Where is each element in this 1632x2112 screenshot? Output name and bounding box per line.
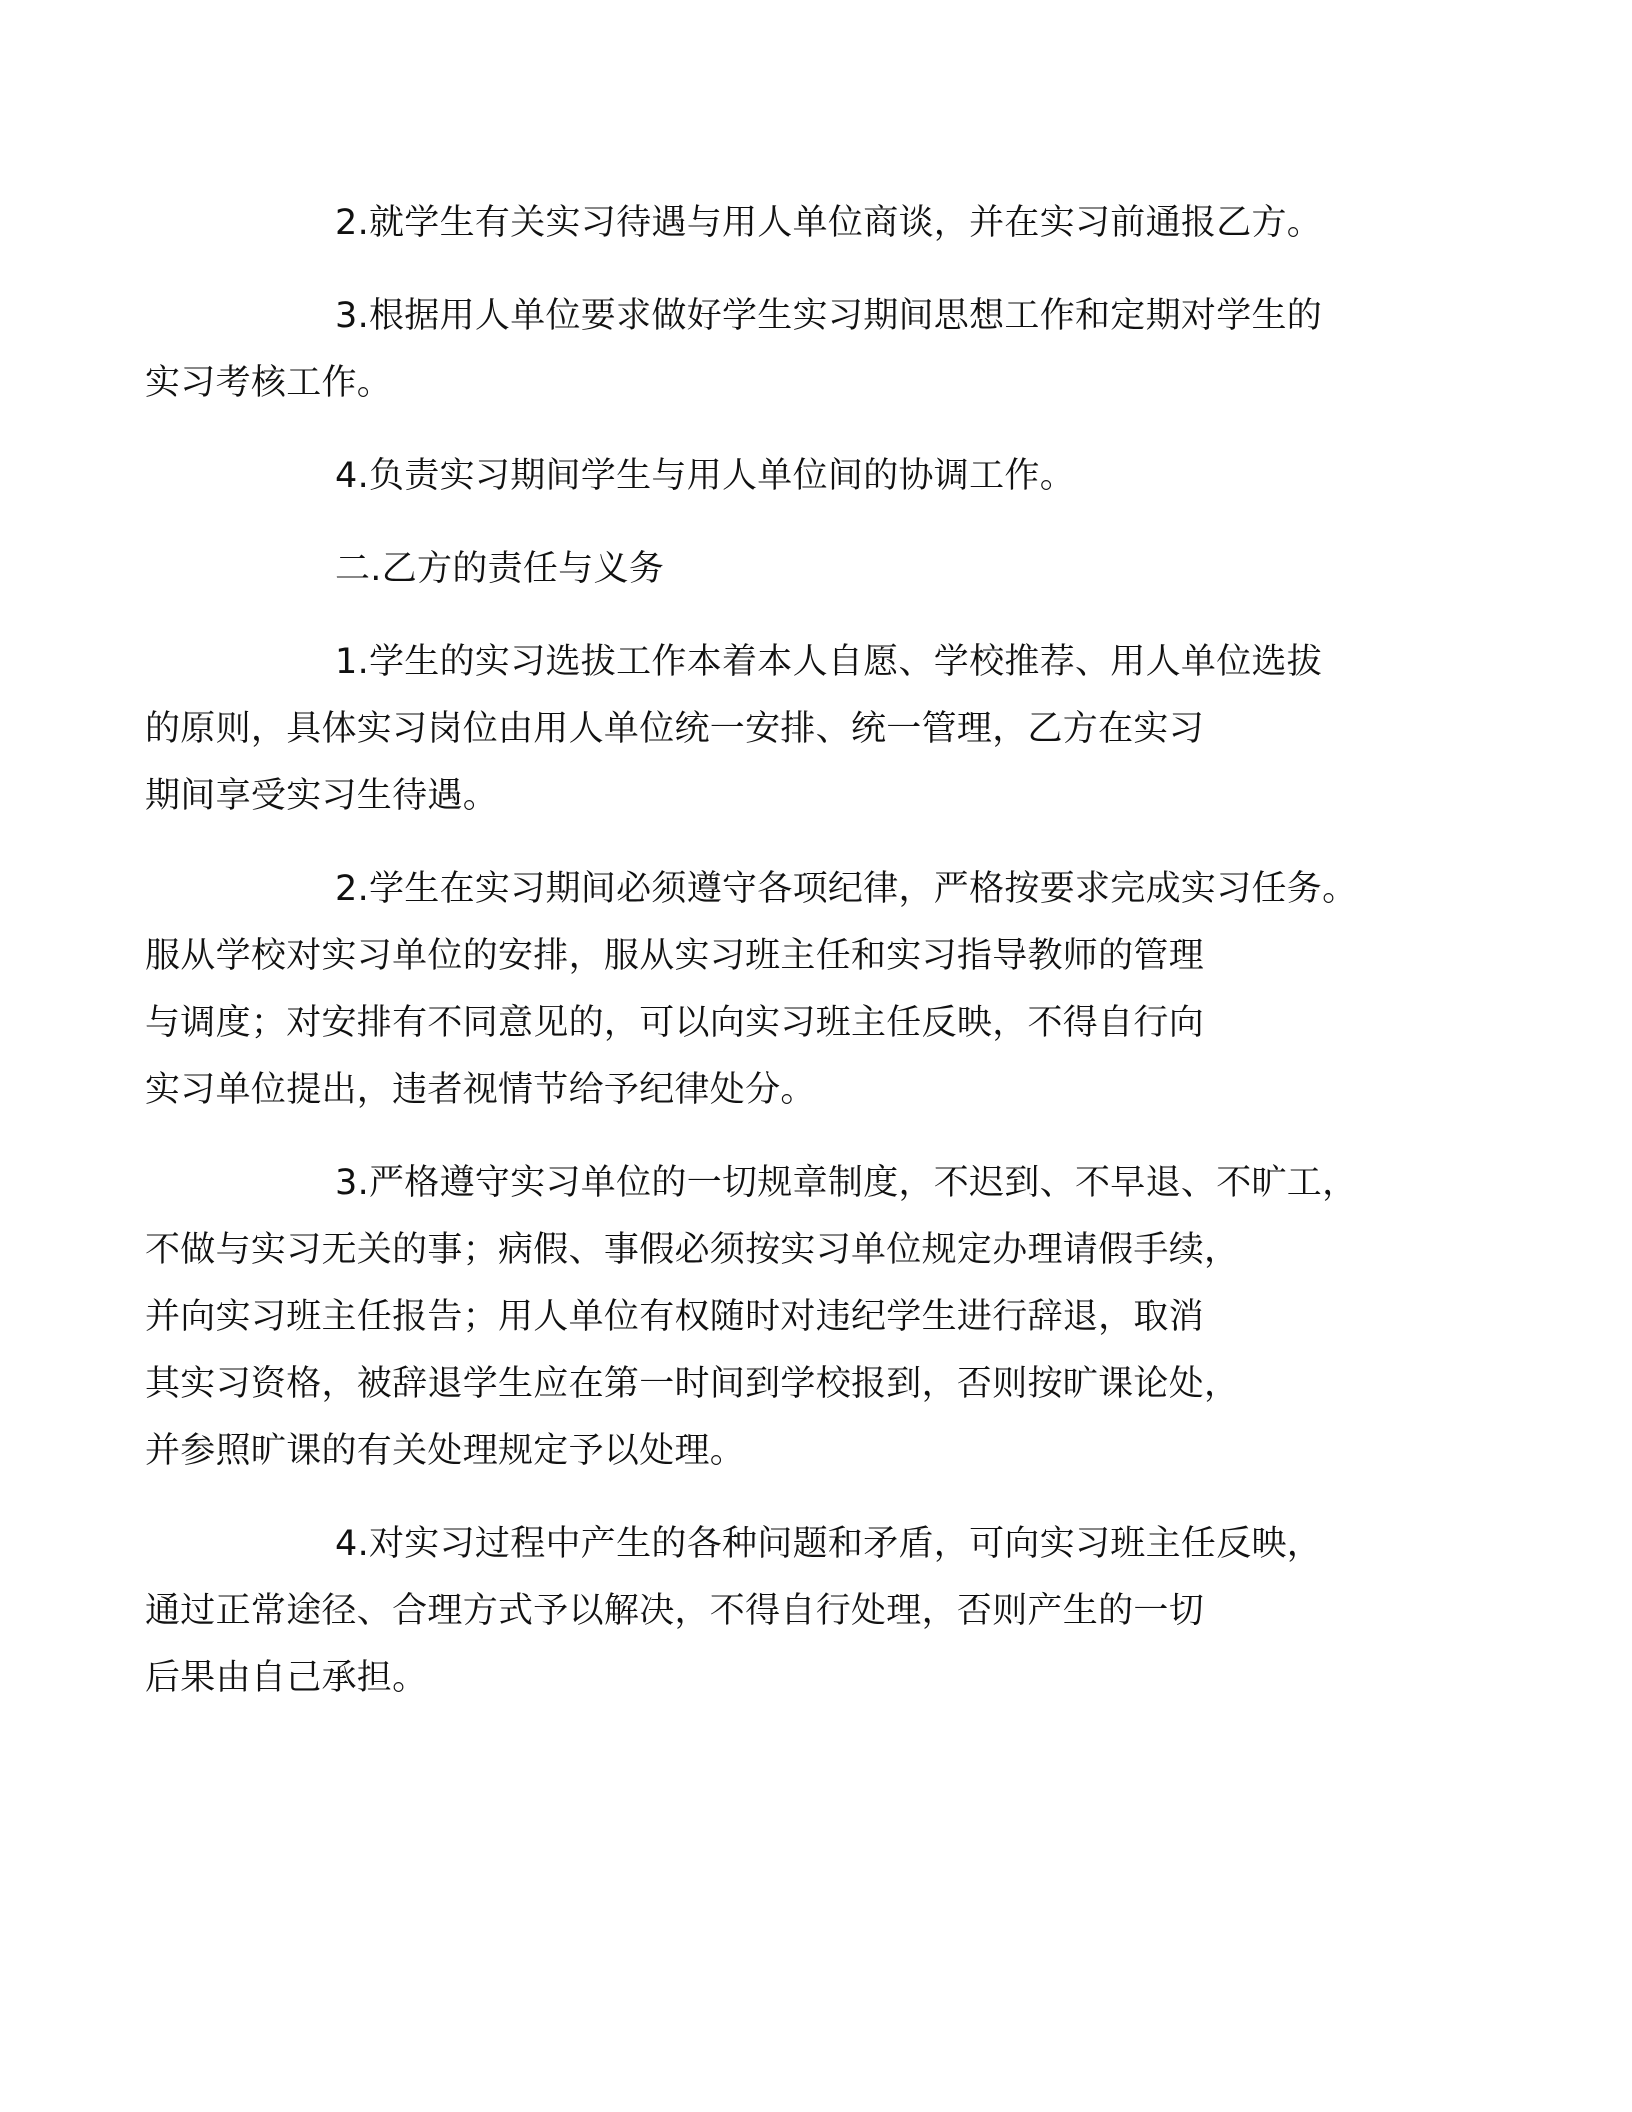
text-line: 并向实习班主任报告；用人单位有权随时对违纪学生进行辞退，取消: [145, 1297, 1205, 1337]
text-line: 实习考核工作。: [145, 363, 393, 403]
text-line: 2.就学生有关实习待遇与用人单位商谈，并在实习前通报乙方。: [335, 203, 1323, 243]
text-line: 与调度；对安排有不同意见的，可以向实习班主任反映，不得自行向: [145, 1003, 1205, 1043]
paragraph-b-item-2: [145, 856, 1400, 1124]
text-line: 3.严格遵守实习单位的一切规章制度，不迟到、不早退、不旷工，: [335, 1163, 1358, 1203]
text-line: 4.负责实习期间学生与用人单位间的协调工作。: [335, 456, 1075, 496]
text-line: 2.学生在实习期间必须遵守各项纪律，严格按要求完成实习任务。: [335, 869, 1358, 909]
paragraph-item-3: [145, 283, 1400, 417]
text-line: 4.对实习过程中产生的各种问题和矛盾，可向实习班主任反映，: [335, 1524, 1323, 1564]
text-line: 3.根据用人单位要求做好学生实习期间思想工作和定期对学生的: [335, 296, 1323, 336]
text-line: 的原则，具体实习岗位由用人单位统一安排、统一管理，乙方在实习: [145, 709, 1205, 749]
text-line: 实习单位提出，违者视情节给予纪律处分。: [145, 1070, 816, 1110]
text-line: 通过正常途径、合理方式予以解决，不得自行处理，否则产生的一切: [145, 1591, 1205, 1631]
paragraph-b-item-4: [145, 1511, 1400, 1712]
paragraph-item-4: [240, 443, 1400, 510]
section-heading: [240, 536, 1400, 603]
paragraph-b-item-3: [145, 1150, 1400, 1485]
text-line: 不做与实习无关的事；病假、事假必须按实习单位规定办理请假手续，: [145, 1230, 1240, 1270]
text-line: 1.学生的实习选拔工作本着本人自愿、学校推荐、用人单位选拔: [335, 642, 1323, 682]
text-line: 后果由自己承担。: [145, 1658, 428, 1698]
text-line: 其实习资格，被辞退学生应在第一时间到学校报到，否则按旷课论处，: [145, 1364, 1240, 1404]
paragraph-item-2: [240, 190, 1400, 257]
text-line: 二.乙方的责任与义务: [335, 549, 665, 589]
text-line: 期间享受实习生待遇。: [145, 776, 499, 816]
text-line: 服从学校对实习单位的安排，服从实习班主任和实习指导教师的管理: [145, 936, 1205, 976]
paragraph-b-item-1: [145, 629, 1400, 830]
document-body: [145, 190, 1400, 1738]
text-line: 并参照旷课的有关处理规定予以处理。: [145, 1431, 746, 1471]
